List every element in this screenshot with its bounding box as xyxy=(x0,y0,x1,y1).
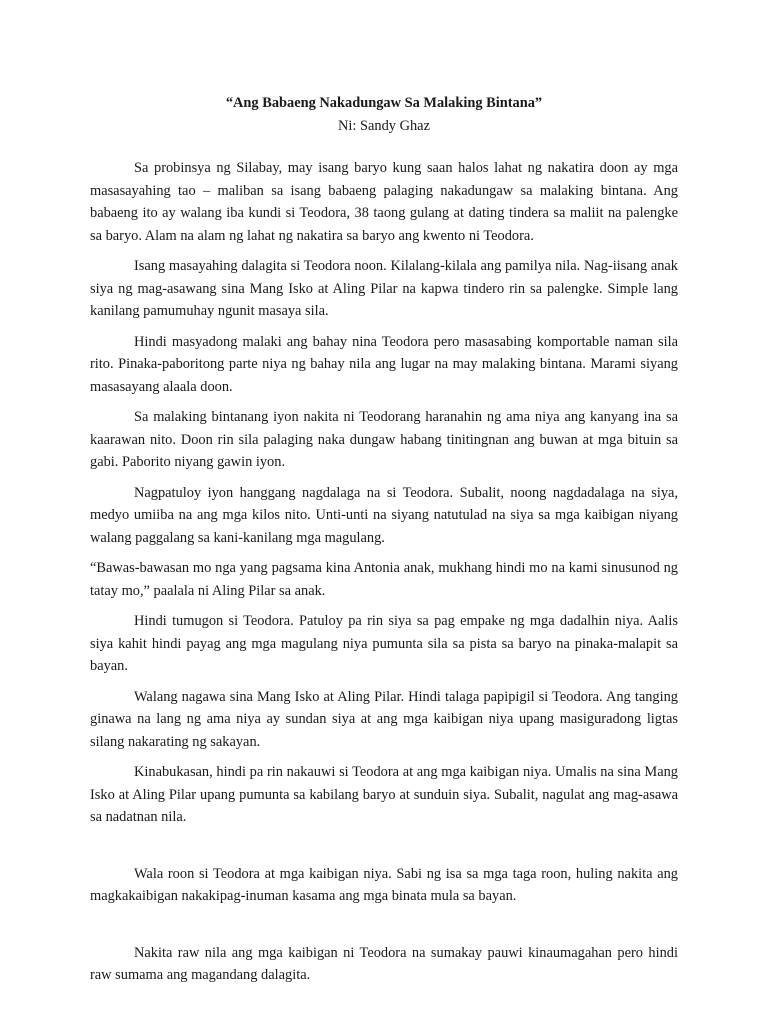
document-page xyxy=(90,92,678,995)
paragraph-7: Hindi tumugon si Teodora. Patuloy pa rin siya sa pag empake ng mga dadalhin niya. Aalis siya kahit hindi payag ang mga magulang niya pumunta sila sa pista sa baryo na pinaka-malapit sa bayan. xyxy=(90,613,678,674)
paragraph-11: Nakita raw nila ang mga kaibigan ni Teodora na sumakay pauwi kinaumagahan pero hindi raw sumama ang magandang dalagita. xyxy=(90,944,678,983)
paragraph-3: Hindi masyadong malaki ang bahay nina Teodora pero masasabing komportable naman sila rito. Pinaka-paboritong parte niya ng bahay nila ang lugar na may malaking bintana. Marami siyang masasayang alaala doon. xyxy=(90,333,678,395)
paragraph-2: Isang masayahing dalagita si Teodora noon. Kilalang-kilala ang pamilya nila. Nag-iisang anak siya ng mag-asawang sina Mang Isko at Aling Pilar na kapwa tindero rin sa palengke. Simple lang kanilang pamumuhay ngunit masaya sila. xyxy=(90,258,678,319)
document-author: Ni: Sandy Ghaz xyxy=(338,117,430,134)
document-title: “Ang Babaeng Nakadungaw Sa Malaking Bintana” xyxy=(225,95,543,111)
paragraph-8: Walang nagawa sina Mang Isko at Aling Pilar. Hindi talaga papipigil si Teodora. Ang tanging ginawa na lang ng ama niya ay sundan siya at ang mga kaibigan niya upang masiguradong ligtas silang nakarating ng sakayan. xyxy=(90,688,678,750)
paragraph-6-dialogue: “Bawas-bawasan mo nga yang pagsama kina Antonia anak, mukhang hindi mo na kami sinusunod ng tatay mo,” paalala ni Aling Pilar sa anak. xyxy=(90,560,678,599)
paragraph-10: Wala roon si Teodora at mga kaibigan niya. Sabi ng isa sa mga taga roon, huling nakita ang magkakaibigan nakakipag-inuman kasama ang mga binata mula sa bayan. xyxy=(90,865,678,904)
paragraph-4: Sa malaking bintanang iyon nakita ni Teodorang haranahin ng ama niya ang kanyang ina sa kaarawan nito. Doon rin sila palaging naka dungaw habang tinitingnan ang buwan at mga bituin sa gabi. Paborito niyang gawin iyon. xyxy=(90,409,678,470)
paragraph-5: Nagpatuloy iyon hanggang nagdalaga na si Teodora. Subalit, noong nagdadalaga na siya, medyo umiiba na ang mga kilos nito. Unti-unti na siyang natutulad na siya sa mga kaibigan niyang walang paggalang sa kani-kanilang mga magulang. xyxy=(90,484,678,546)
paragraph-1: Sa probinsya ng Silabay, may isang baryo kung saan halos lahat ng nakatira doon ay mga masasayahing tao – maliban sa isang babaeng palaging nakadungaw sa malaking bintana. Ang babaeng ito ay walang iba kundi si Teodora, 38 taong gulang at dating tindera sa maliit na palengke sa baryo. Alam na alam ng lahat ng nakatira sa baryo ang kwento ni Teodora. xyxy=(90,160,678,244)
paragraph-9: Kinabukasan, hindi pa rin nakauwi si Teodora at ang mga kaibigan niya. Umalis na sina Mang Isko at Aling Pilar upang pumunta sa kabilang baryo at sunduin siya. Subalit, nagulat ang mag-asawa sa nadatnan nila. xyxy=(90,764,678,825)
